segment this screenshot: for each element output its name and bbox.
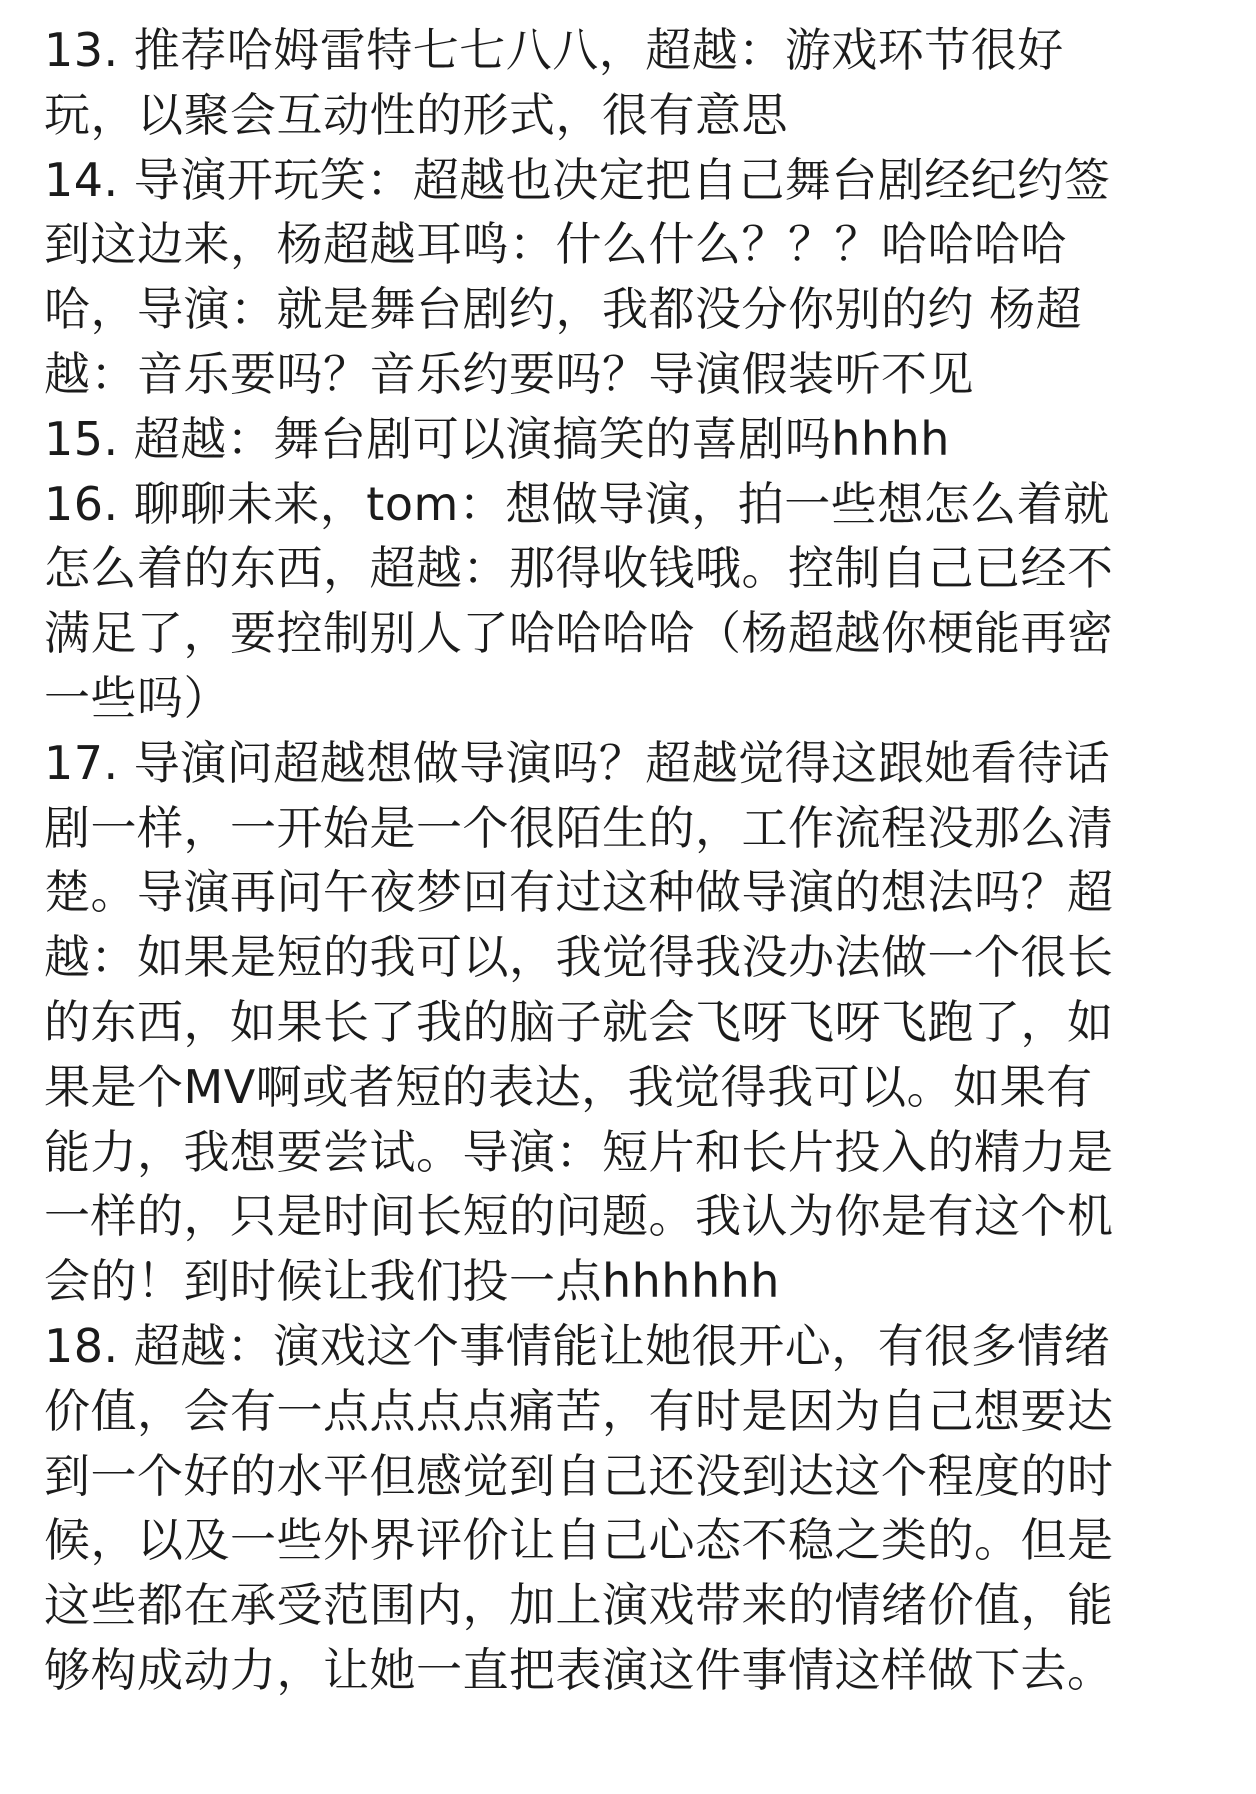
text-line: 到这边来，杨超越耳鸣：什么什么？？？哈哈哈哈 (44, 217, 1067, 272)
text-line: 会的！到时候让我们投一点hhhhhh (44, 1254, 780, 1309)
text-line: 越：如果是短的我可以，我觉得我没办法做一个很长 (44, 930, 1114, 985)
text-line: 楚。导演再问午夜梦回有过这种做导演的想法吗？超 (44, 865, 1114, 920)
text-line: 剧一样，一开始是一个很陌生的，工作流程没那么清 (44, 800, 1114, 855)
text-line: 一些吗） (44, 670, 230, 725)
text-line: 怎么着的东西，超越：那得收钱哦。控制自己已经不 (44, 541, 1114, 596)
text-line: 价值，会有一点点点点痛苦，有时是因为自己想要达 (44, 1383, 1114, 1438)
text-line: 够构成动力，让她一直把表演这件事情这样做下去。 (44, 1642, 1114, 1697)
text-line: 18. 超越：演戏这个事情能让她很开心，有很多情绪 (44, 1318, 1111, 1373)
text-line: 到一个好的水平但感觉到自己还没到达这个程度的时 (44, 1448, 1114, 1503)
text-line: 满足了，要控制别人了哈哈哈哈（杨超越你梗能再密 (44, 606, 1114, 661)
text-line: 14. 导演开玩笑：超越也决定把自己舞台剧经纪约签 (44, 152, 1111, 207)
text-line: 果是个MV啊或者短的表达，我觉得我可以。如果有 (44, 1059, 1093, 1114)
article-text (44, 18, 1224, 1703)
text-line: 能力，我想要尝试。导演：短片和长片投入的精力是 (44, 1124, 1114, 1179)
text-line: 的东西，如果长了我的脑子就会飞呀飞呀飞跑了，如 (44, 994, 1114, 1049)
text-line: 15. 超越：舞台剧可以演搞笑的喜剧吗hhhh (44, 411, 950, 466)
text-line: 17. 导演问超越想做导演吗？超越觉得这跟她看待话 (44, 735, 1111, 790)
text-line: 候，以及一些外界评价让自己心态不稳之类的。但是 (44, 1513, 1114, 1568)
text-line: 玩，以聚会互动性的形式，很有意思 (44, 87, 788, 142)
text-line: 越：音乐要吗？音乐约要吗？导演假装听不见 (44, 346, 974, 401)
text-line: 一样的，只是时间长短的问题。我认为你是有这个机 (44, 1189, 1114, 1244)
text-line: 这些都在承受范围内，加上演戏带来的情绪价值，能 (44, 1578, 1114, 1633)
text-line: 哈，导演：就是舞台剧约，我都没分你别的约 杨超 (44, 282, 1083, 337)
text-line: 13. 推荐哈姆雷特七七八八，超越：游戏环节很好 (44, 23, 1064, 77)
text-line: 16. 聊聊未来，tom：想做导演，拍一些想怎么着就 (44, 476, 1110, 531)
